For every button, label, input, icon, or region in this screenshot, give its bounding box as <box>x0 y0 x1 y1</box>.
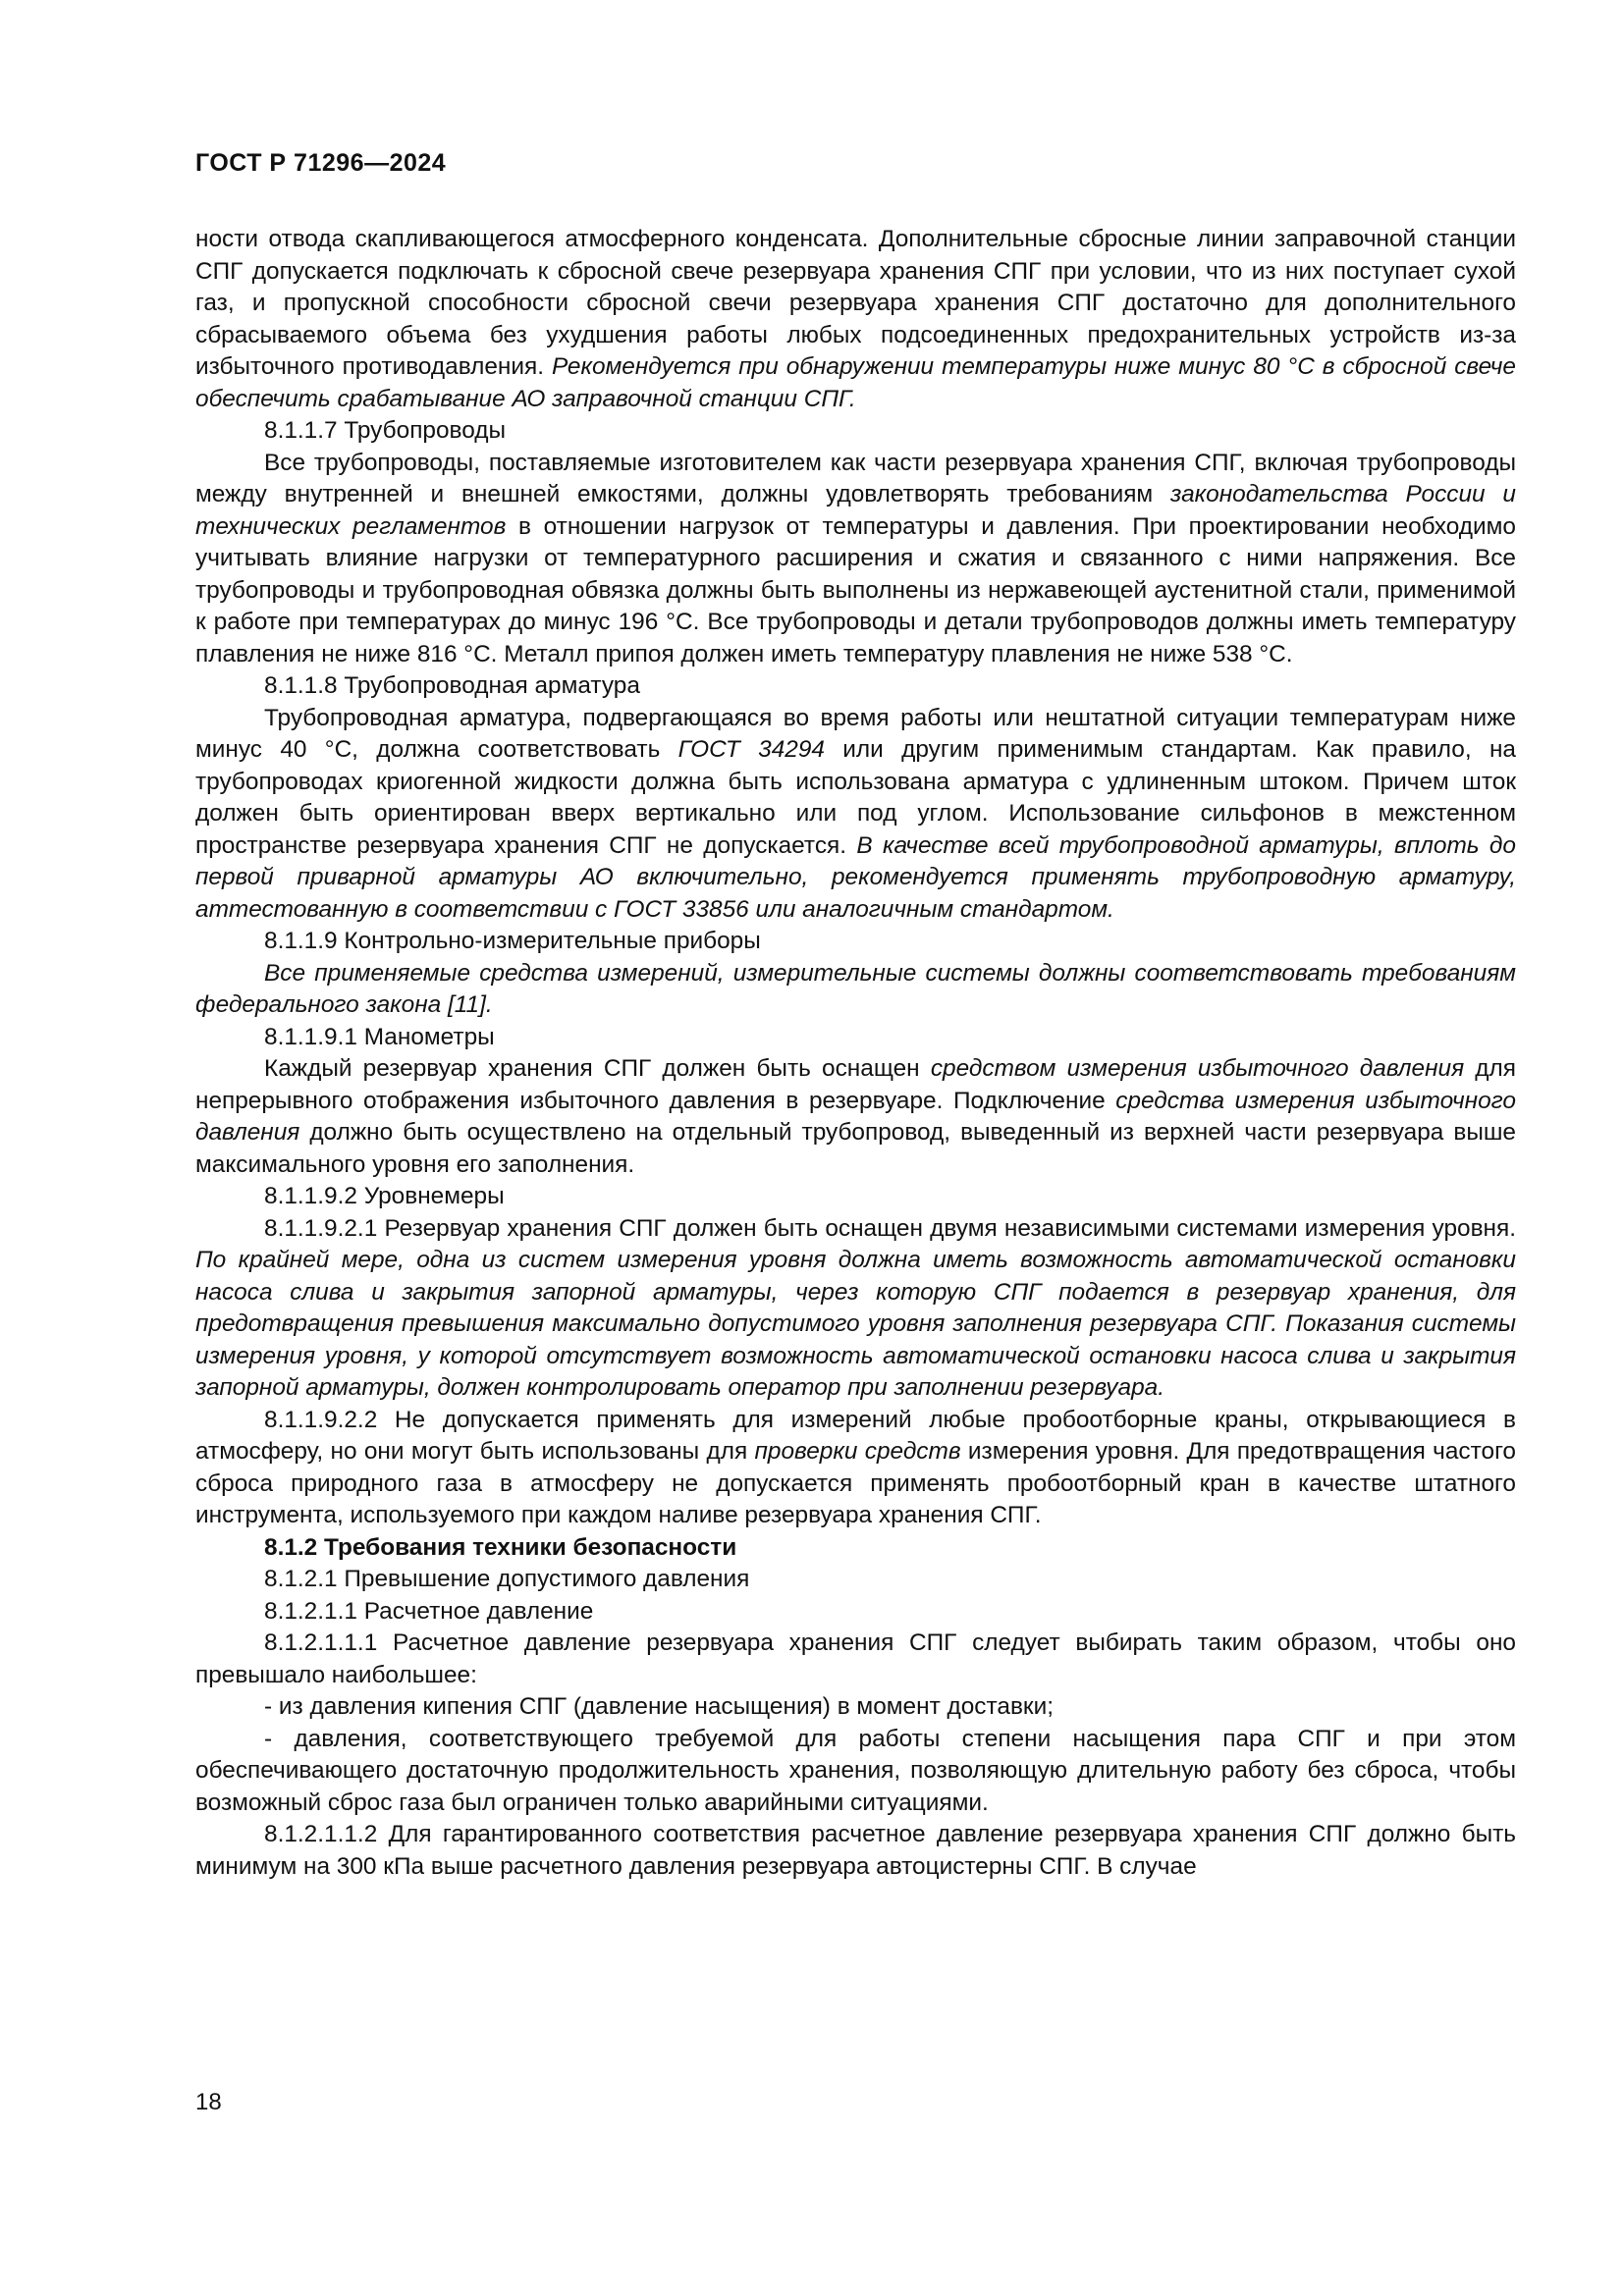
section-heading-8-1-1-7: 8.1.1.7 Трубопроводы <box>264 417 507 444</box>
section-heading-8-1-2: 8.1.2 Требования техники безопасности <box>264 1533 737 1561</box>
paragraph: Все применяемые средства измерений, измерительные системы должны соответствовать требованиям федерального закона [11]. <box>195 959 1516 1018</box>
section-heading-8-1-1-9: 8.1.1.9 Контрольно-измерительные приборы <box>264 928 761 954</box>
paragraph: 8.1.2.1.1.1 Расчетное давление резервуара хранения СПГ следует выбирать таким образом, чтобы оно превышало наибольшее: <box>195 1629 1516 1688</box>
page-number: 18 <box>195 2089 222 2115</box>
document-body <box>195 224 1516 1883</box>
section-heading-8-1-1-9-1: 8.1.1.9.1 Манометры <box>264 1023 495 1050</box>
paragraph: 8.1.1.9.2.1 Резервуар хранения СПГ должен быть оснащен двумя независимыми системами измерения уровня. По крайней мере, одна из систем измерения уровня должна иметь возможность автоматической остановки насоса слива и закрытия запорной арматуры, через которую СПГ подается в резервуар хранения, для предотвращения превышения максимально допустимого уровня заполнения резервуара СПГ. Показания системы измерения уровня, у которой отсутствует возможность автоматической остановки насоса слива и закрытия запорной арматуры, должен контролировать оператор при заполнении резервуара. <box>195 1214 1516 1401</box>
paragraph: ности отвода скапливающегося атмосферного конденсата. Дополнительные сбросные линии заправочной станции СПГ допускается подключать к сбросной свече резервуара хранения СПГ при условии, что из них поступает сухой газ, и пропускной способности сбросной свечи резервуара хранения СПГ достаточно для дополнительного сбрасываемого объема без ухудшения работы любых подсоединенных предохранительных устройств из-за избыточного противодавления. Рекомендуется при обнаружении температуры ниже минус 80 °С в сбросной свече обеспечить срабатывание АО заправочной станции СПГ. <box>195 226 1516 412</box>
document-header: ГОСТ Р 71296—2024 <box>195 149 447 177</box>
section-heading-8-1-2-1-1: 8.1.2.1.1 Расчетное давление <box>264 1597 594 1625</box>
list-item: - из давления кипения СПГ (давление насыщения) в момент доставки; <box>264 1693 1054 1720</box>
paragraph: 8.1.2.1.1.2 Для гарантированного соответствия расчетное давление резервуара хранения СПГ должно быть минимум на 300 кПа выше расчетного давления резервуара автоцистерны СПГ. В случае <box>195 1821 1516 1880</box>
paragraph: Трубопроводная арматура, подвергающаяся во время работы или нештатной ситуации температурам ниже минус 40 °С, должна соответствовать ГОСТ 34294 или другим применимым стандартам. Как правило, на трубопроводах криогенной жидкости должна быть использована арматура с удлиненным штоком. Причем шток должен быть ориентирован вверх вертикально или под углом. Использование сильфонов в межстенном пространстве резервуара хранения СПГ не допускается. В качестве всей трубопроводной арматуры, вплоть до первой приварной арматуры АО включительно, рекомендуется применять трубопроводную арматуру, аттестованную в соответствии с ГОСТ 33856 или аналогичным стандартом. <box>195 704 1516 923</box>
list-item: - давления, соответствующего требуемой для работы степени насыщения пара СПГ и при этом обеспечивающего достаточную продолжительность хранения, позволяющую длительную работу без сброса, чтобы возможный сброс газа был ограничен только аварийными ситуациями. <box>195 1725 1516 1816</box>
section-heading-8-1-1-8: 8.1.1.8 Трубопроводная арматура <box>264 672 640 699</box>
paragraph: Все трубопроводы, поставляемые изготовителем как части резервуара хранения СПГ, включая трубопроводы между внутренней и внешней емкостями, должны удовлетворять требованиям законодательства России и технических регламентов в отношении нагрузок от температуры и давления. При проектировании необходимо учитывать влияние нагрузки от температурного расширения и сжатия и связанного с ними напряжения. Все трубопроводы и трубопроводная обвязка должны быть выполнены из нержавеющей аустенитной стали, применимой к работе при температурах до минус 196 °С. Все трубопроводы и детали трубопроводов должны иметь температуру плавления не ниже 816 °С. Металл припоя должен иметь температуру плавления не ниже 538 °С. <box>195 449 1516 667</box>
paragraph: Каждый резервуар хранения СПГ должен быть оснащен средством измерения избыточного давления для непрерывного отображения избыточного давления в резервуаре. Подключение средства измерения избыточного давления должно быть осуществлено на отдельный трубопровод, выведенный из верхней части резервуара выше максимального уровня его заполнения. <box>195 1055 1516 1178</box>
section-heading-8-1-1-9-2: 8.1.1.9.2 Уровнемеры <box>264 1183 505 1209</box>
section-heading-8-1-2-1: 8.1.2.1 Превышение допустимого давления <box>264 1566 750 1592</box>
paragraph: 8.1.1.9.2.2 Не допускается применять для измерений любые пробоотборные краны, открывающиеся в атмосферу, но они могут быть использованы для проверки средств измерения уровня. Для предотвращения частого сброса природного газа в атмосферу не допускается применять пробоотборный кран в качестве штатного инструмента, используемого при каждом наливе резервуара хранения СПГ. <box>195 1406 1516 1528</box>
